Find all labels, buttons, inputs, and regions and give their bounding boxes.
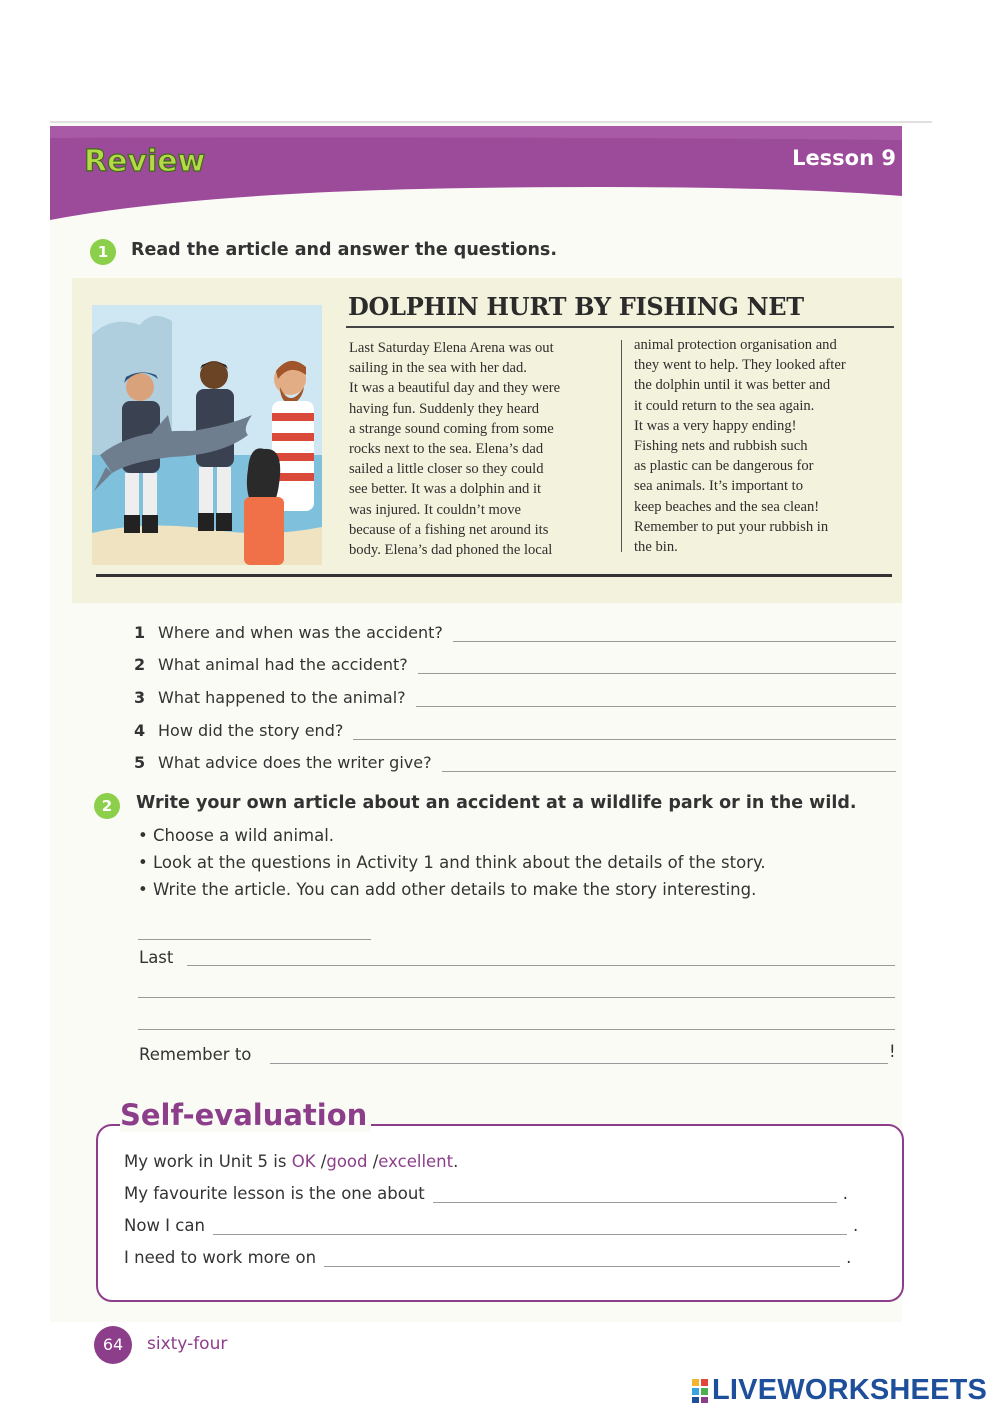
question-number: 2 <box>134 655 146 674</box>
exercise-1-number: 1 <box>90 239 116 265</box>
favourite-label: My favourite lesson is the one about <box>124 1184 425 1203</box>
liveworksheets-logo <box>692 1374 987 1407</box>
separator: / <box>372 1152 379 1171</box>
question-number: 1 <box>134 623 146 642</box>
review-heading: Review <box>84 144 206 179</box>
work-more-answer-line[interactable] <box>324 1248 840 1267</box>
starter-last: Last <box>139 948 174 967</box>
writing-line-3[interactable] <box>138 1028 895 1030</box>
page-top-rule <box>50 121 932 123</box>
self-eval-work-more-line <box>124 1248 851 1267</box>
question-text: What animal had the accident? <box>158 655 408 674</box>
exercise-2-instruction: Write your own article about an accident at a wildlife park or in the wild. <box>136 793 857 813</box>
question-text: Where and when was the accident? <box>158 623 443 642</box>
exclamation-mark: ! <box>889 1042 896 1061</box>
writing-line-2[interactable] <box>138 996 895 998</box>
writing-line-1[interactable] <box>187 964 895 966</box>
lesson-label: Lesson 9 <box>792 146 896 170</box>
column-divider <box>621 340 622 552</box>
question-text: What advice does the writer give? <box>158 753 432 772</box>
separator: / <box>320 1152 327 1171</box>
answer-line-5[interactable] <box>442 753 896 772</box>
period: . <box>852 1216 859 1235</box>
headline-rule <box>346 326 894 328</box>
choice-good[interactable]: good <box>326 1152 368 1171</box>
self-evaluation-box <box>96 1124 904 1302</box>
work-prefix: My work in Unit 5 is <box>124 1152 287 1171</box>
self-evaluation-title: Self-evaluation <box>120 1098 371 1132</box>
work-more-label: I need to work more on <box>124 1248 317 1267</box>
starter-remember: Remember to <box>139 1045 252 1064</box>
question-4 <box>134 718 896 740</box>
question-number: 4 <box>134 721 146 740</box>
question-number: 5 <box>134 753 146 772</box>
bullet-2: • Look at the questions in Activity 1 and think about the details of the story. <box>138 853 766 872</box>
page-number-words: sixty-four <box>147 1334 228 1354</box>
can-label: Now I can <box>124 1216 205 1235</box>
choice-excellent[interactable]: excellent <box>378 1152 454 1171</box>
question-text: How did the story end? <box>158 721 344 740</box>
question-3 <box>134 685 896 707</box>
writing-line-4[interactable] <box>270 1062 888 1064</box>
dolphin-rescue-illustration <box>92 305 322 565</box>
bullet-3: • Write the article. You can add other details to make the story interesting. <box>138 880 757 899</box>
period: . <box>842 1184 848 1203</box>
can-answer-line[interactable] <box>213 1216 847 1235</box>
self-eval-favourite-line <box>124 1184 848 1203</box>
answer-line-1[interactable] <box>453 623 896 642</box>
answer-line-4[interactable] <box>353 721 896 740</box>
bullet-1: • Choose a wild animal. <box>138 826 335 845</box>
period: . <box>846 1248 852 1267</box>
question-text: What happened to the animal? <box>158 688 406 707</box>
page-number-badge: 64 <box>94 1326 132 1364</box>
article-column-2: animal protection organisation and they went to help. They looked after the dolphin until it was better and it could return to the sea again. It was a very happy ending! Fishing nets and rubbish such as plastic can be dangerous for sea animals. It’s important to keep beaches and the sea clean! Remember to put your rubbish in the bin. <box>634 337 846 556</box>
question-number: 3 <box>134 688 146 707</box>
favourite-answer-line[interactable] <box>433 1184 837 1203</box>
liveworksheets-wordmark: LIVEWORKSHEETS <box>712 1374 988 1406</box>
answer-line-2[interactable] <box>418 655 896 674</box>
self-eval-can-line <box>124 1216 858 1235</box>
exercise-1-instruction: Read the article and answer the questions. <box>131 240 557 260</box>
article-title-line[interactable] <box>138 938 371 940</box>
article-bottom-rule <box>96 574 892 577</box>
article-headline: DOLPHIN HURT BY FISHING NET <box>348 292 804 321</box>
question-5 <box>134 750 896 772</box>
liveworksheets-icon <box>692 1379 708 1403</box>
question-2 <box>134 652 896 674</box>
answer-line-3[interactable] <box>416 688 896 707</box>
period: . <box>453 1152 459 1171</box>
article-column-1: Last Saturday Elena Arena was out sailing in the sea with her dad. It was a beautiful day and they were having fun. Suddenly they heard a strange sound coming from some rocks next to the sea. Elena’s dad sailed a little closer so they could see better. It was a dolphin and it was injured. It couldn’t move because of a fishing net around its body. Elena’s dad phoned the local <box>349 340 561 559</box>
choice-ok[interactable]: OK <box>291 1152 316 1171</box>
exercise-2-number: 2 <box>94 793 120 819</box>
question-1 <box>134 620 896 642</box>
self-eval-work-line <box>124 1152 458 1171</box>
